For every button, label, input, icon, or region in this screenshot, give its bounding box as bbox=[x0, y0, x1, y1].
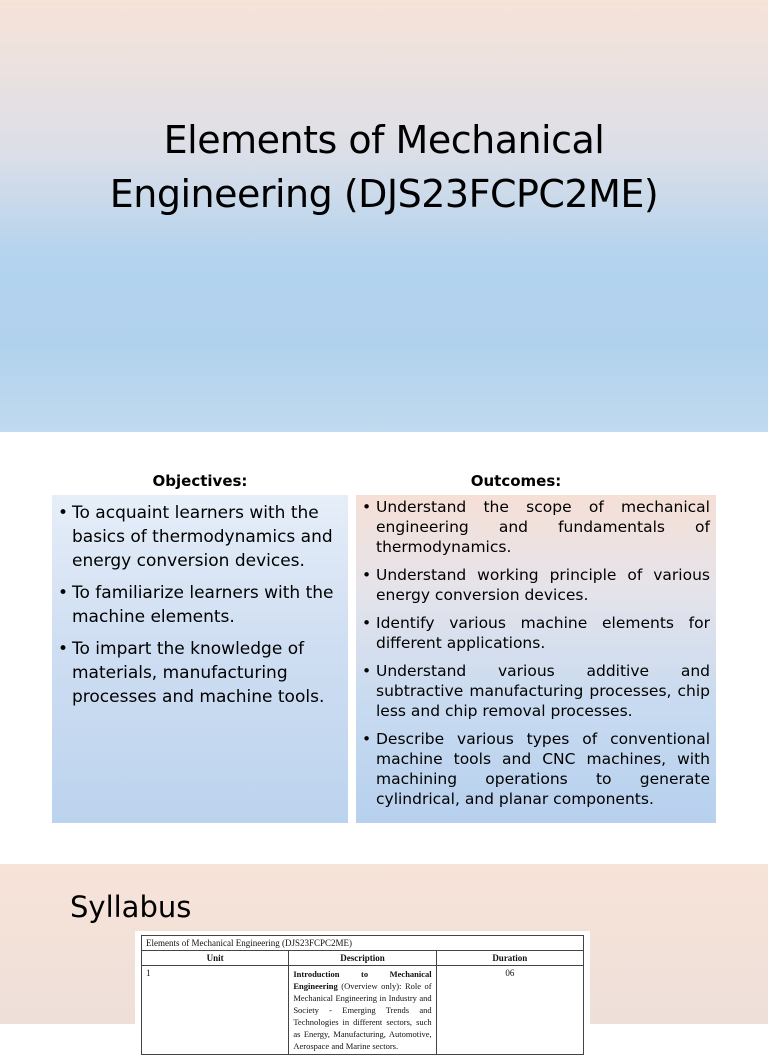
outcome-item: • Understand the scope of mechanical engineering and fundamentals of thermodynamics. bbox=[362, 497, 710, 557]
outcomes-heading: Outcomes: bbox=[470, 472, 562, 490]
slide-title bbox=[0, 113, 768, 221]
objective-item: • To impart the knowledge of materials, manufacturing processes and machine tools. bbox=[58, 637, 342, 709]
description-text: (Overview only): Role of Mechanical Engineering in Industry and Society - Emerging Trends and Technologies in different sectors, such as Energy, Manufacturing, Automotive, Aerospace and Marine sectors. bbox=[293, 981, 432, 1051]
objectives-heading: Objectives: bbox=[152, 472, 248, 490]
table-caption: Elements of Mechanical Engineering (DJS23FCPC2ME) bbox=[142, 936, 584, 951]
duration-cell: 06 bbox=[436, 966, 583, 1055]
objectives-outcomes-slide bbox=[0, 432, 768, 840]
title-line-2: Engineering (DJS23FCPC2ME) bbox=[109, 172, 659, 216]
description-bold: Introduction to Mechanical Engineering bbox=[293, 969, 432, 991]
syllabus-table-image bbox=[135, 931, 590, 1051]
outcome-item: • Describe various types of conventional machine tools and CNC machines, with machining operations to generate cylindrical, and planar components. bbox=[362, 729, 710, 809]
outcome-item: • Understand various additive and subtractive manufacturing processes, chip less and chip removal processes. bbox=[362, 661, 710, 721]
syllabus-slide bbox=[0, 864, 768, 1051]
syllabus-title: Syllabus bbox=[70, 890, 192, 924]
column-header-duration: Duration bbox=[436, 951, 583, 966]
objectives-box bbox=[52, 495, 348, 823]
description-cell bbox=[289, 966, 436, 1055]
objective-item: • To familiarize learners with the machine elements. bbox=[58, 581, 342, 629]
outcomes-list bbox=[362, 497, 710, 809]
objective-item: • To acquaint learners with the basics of thermodynamics and energy conversion devices. bbox=[58, 501, 342, 573]
outcome-item: • Identify various machine elements for different applications. bbox=[362, 613, 710, 653]
column-header-description: Description bbox=[289, 951, 436, 966]
title-line-1: Elements of Mechanical bbox=[163, 118, 605, 162]
column-header-unit: Unit bbox=[142, 951, 289, 966]
objectives-list bbox=[58, 501, 342, 709]
title-slide bbox=[0, 0, 768, 432]
unit-cell: 1 bbox=[142, 966, 289, 1055]
table-row bbox=[142, 966, 584, 1055]
outcomes-box bbox=[356, 495, 716, 823]
syllabus-table bbox=[141, 935, 584, 1055]
outcome-item: • Understand working principle of various energy conversion devices. bbox=[362, 565, 710, 605]
